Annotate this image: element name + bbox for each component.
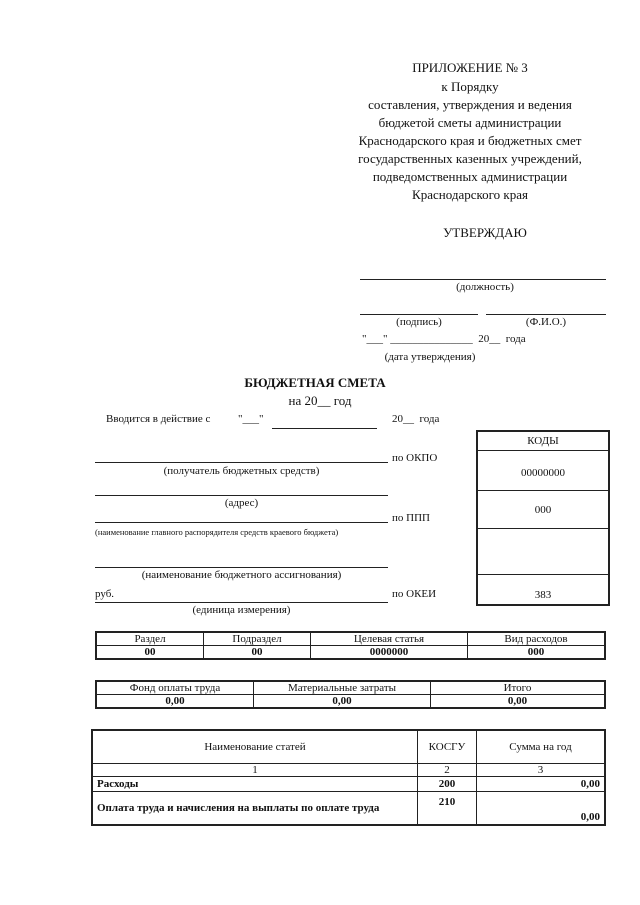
approve-date-line: "___" _______________ 20__ года [362, 333, 526, 345]
row-name: Оплата труда и начисления на выплаты по оплате труда [92, 792, 418, 826]
position-line [360, 279, 606, 280]
main-manager-label: (наименование главного распорядителя средств краевого бюджета) [95, 527, 339, 537]
signature-label: (подпись) [396, 316, 442, 328]
effective-line [272, 428, 377, 429]
table-row [92, 730, 605, 764]
codes-okei-cell [478, 574, 608, 605]
classification-table [95, 631, 606, 660]
table-cell: 0,00 [254, 695, 431, 709]
assignment-line [95, 567, 388, 568]
row-kosgu: 200 [418, 777, 477, 792]
recipient-label: (получатель бюджетных средств) [163, 465, 320, 477]
table-row [92, 764, 605, 777]
address-line [95, 495, 388, 496]
table-header-cell: Подраздел [204, 632, 311, 646]
table-row [92, 792, 605, 826]
okpo-value: 00000000 [521, 467, 565, 479]
table-header-cell: Вид расходов [468, 632, 606, 646]
appendix-line: к Порядку [441, 79, 499, 94]
appendix-line: подведомственных администрации [372, 169, 568, 184]
table-header-cell: Сумма на год [477, 730, 606, 764]
appendix-line: Краснодарского края и бюджетных смет [358, 133, 582, 148]
ppp-value: 000 [534, 504, 552, 516]
signature-line [360, 314, 478, 315]
document-year: на 20__ год [288, 393, 352, 408]
row-sum: 0,00 [477, 777, 606, 792]
table-header-cell: КОСГУ [418, 730, 477, 764]
appendix-title: ПРИЛОЖЕНИЕ № 3 [412, 60, 528, 75]
column-number: 3 [477, 764, 606, 777]
fio-label: (Ф.И.О.) [525, 316, 567, 328]
table-cell: 0,00 [431, 695, 606, 709]
table-cell: 00 [204, 646, 311, 660]
unit-line [95, 602, 388, 603]
table-row [96, 632, 605, 646]
table-header-cell: Материальные затраты [254, 681, 431, 695]
table-header-cell: Целевая статья [311, 632, 468, 646]
table-header-cell: Фонд оплаты труда [96, 681, 254, 695]
appendix-line: государственных казенных учреждений, [358, 151, 582, 166]
unit-label: (единица измерения) [192, 604, 291, 616]
codes-okpo-cell [478, 450, 608, 491]
ppp-label: по ППП [392, 512, 430, 524]
unit-value: руб. [95, 588, 115, 600]
table-row [96, 646, 605, 660]
table-cell: 000 [468, 646, 606, 660]
effective-label: Вводится в действие с [106, 413, 211, 425]
okpo-label: по ОКПО [392, 452, 438, 464]
table-header-cell: Наименование статей [92, 730, 418, 764]
table-cell: 0000000 [311, 646, 468, 660]
column-number: 2 [418, 764, 477, 777]
main-manager-line [95, 522, 388, 523]
table-cell: 0,00 [96, 695, 254, 709]
totals-table [95, 680, 606, 709]
row-kosgu: 210 [418, 792, 477, 826]
codes-header: КОДЫ [527, 435, 559, 447]
approve-heading: УТВЕРЖДАЮ [443, 225, 527, 240]
appendix-line: составления, утверждения и ведения [368, 97, 572, 112]
assignment-label: (наименование бюджетного ассигнования) [141, 569, 342, 581]
row-sum: 0,00 [477, 792, 606, 826]
table-header-cell: Итого [431, 681, 606, 695]
okei-label: по ОКЕИ [392, 588, 437, 600]
table-cell: 00 [96, 646, 204, 660]
okei-value: 383 [534, 589, 552, 601]
codes-ppp-cell [478, 498, 608, 522]
address-label: (адрес) [224, 497, 259, 509]
position-label: (должность) [456, 281, 514, 293]
codes-box [476, 430, 610, 606]
table-row [96, 681, 605, 695]
appendix-text [320, 78, 620, 204]
main-table [91, 729, 606, 826]
approve-date-label: (дата утверждения) [384, 351, 476, 363]
appendix-line: бюджетой сметы администрации [378, 115, 562, 130]
table-header-cell: Раздел [96, 632, 204, 646]
column-number: 1 [92, 764, 418, 777]
fio-line [486, 314, 606, 315]
effective-year: 20__ года [392, 413, 440, 425]
document-title: БЮДЖЕТНАЯ СМЕТА [244, 375, 386, 390]
recipient-line [95, 462, 388, 463]
table-row [96, 695, 605, 709]
effective-quote: "___" [238, 413, 264, 425]
codes-assignment-cell [478, 528, 608, 575]
table-row [92, 777, 605, 792]
row-name: Расходы [92, 777, 418, 792]
appendix-line: Краснодарского края [412, 187, 528, 202]
